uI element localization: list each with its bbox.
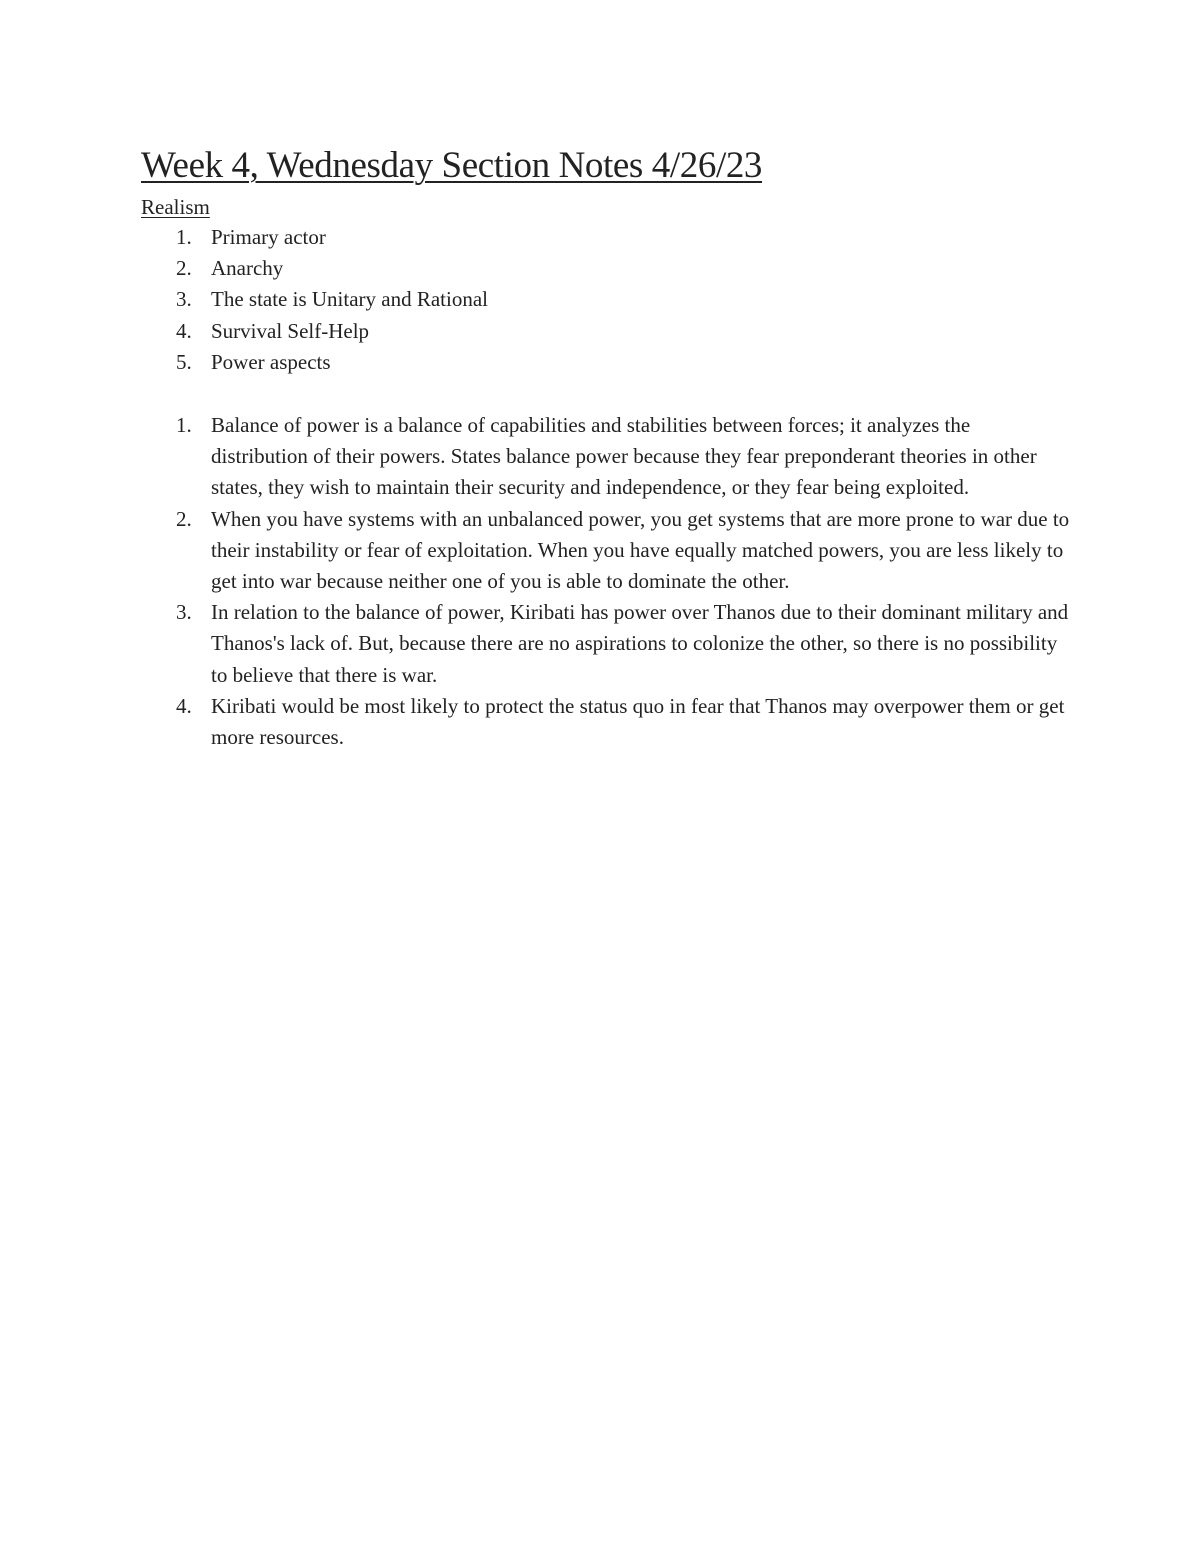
list-item-number: 1. (176, 225, 192, 249)
list-item-number: 3. (176, 600, 192, 625)
list-item (141, 222, 841, 253)
list-item (141, 597, 1071, 691)
list-item-text: When you have systems with an unbalanced power, you get systems that are more prone to war due to their instability or fear of exploitation. When you have equally matched powers, you are less likely to get into war because neither one of you is able to dominate the other. (211, 506, 1070, 594)
list-item-number: 2. (176, 256, 192, 281)
section-heading-realism: Realism (141, 195, 210, 219)
page-title: Week 4, Wednesday Section Notes 4/26/23 (141, 145, 763, 186)
list-item-text: Kiribati would be most likely to protect the status quo in fear that Thanos may overpower them or get more resources. (211, 693, 1065, 750)
list-item-text: Balance of power is a balance of capabilities and stabilities between forces; it analyzes the distribution of their powers. States balance power because they fear preponderant theories in other states, they wish to maintain their security and independence, or they fear being exploited. (211, 413, 1037, 500)
list-item-number: 5. (176, 349, 192, 374)
list-item (141, 410, 1071, 504)
list-item-number: 2. (176, 506, 192, 531)
list-item (141, 691, 1071, 753)
list-item-text: Survival Self-Help (211, 318, 370, 343)
list-item-number: 4. (176, 693, 192, 718)
list-item (141, 284, 841, 315)
list-item-text: In relation to the balance of power, Kiribati has power over Thanos due to their dominant military and Thanos's lack of. But, because there are no aspirations to colonize the other, so there is no possibility to believe that there is war. (211, 600, 1069, 687)
list-item-number: 1. (176, 413, 192, 437)
list-item-text: Anarchy (211, 256, 284, 281)
realism-key-points-list (141, 222, 841, 378)
list-item (141, 504, 1071, 598)
list-item (141, 316, 841, 347)
list-item-text: Primary actor (211, 225, 326, 249)
list-item (141, 347, 841, 378)
list-item (141, 253, 841, 284)
list-item-text: Power aspects (211, 349, 331, 374)
list-item-number: 3. (176, 287, 192, 312)
list-item-number: 4. (176, 318, 192, 343)
balance-of-power-notes-list (141, 410, 1071, 753)
list-item-text: The state is Unitary and Rational (211, 287, 489, 312)
